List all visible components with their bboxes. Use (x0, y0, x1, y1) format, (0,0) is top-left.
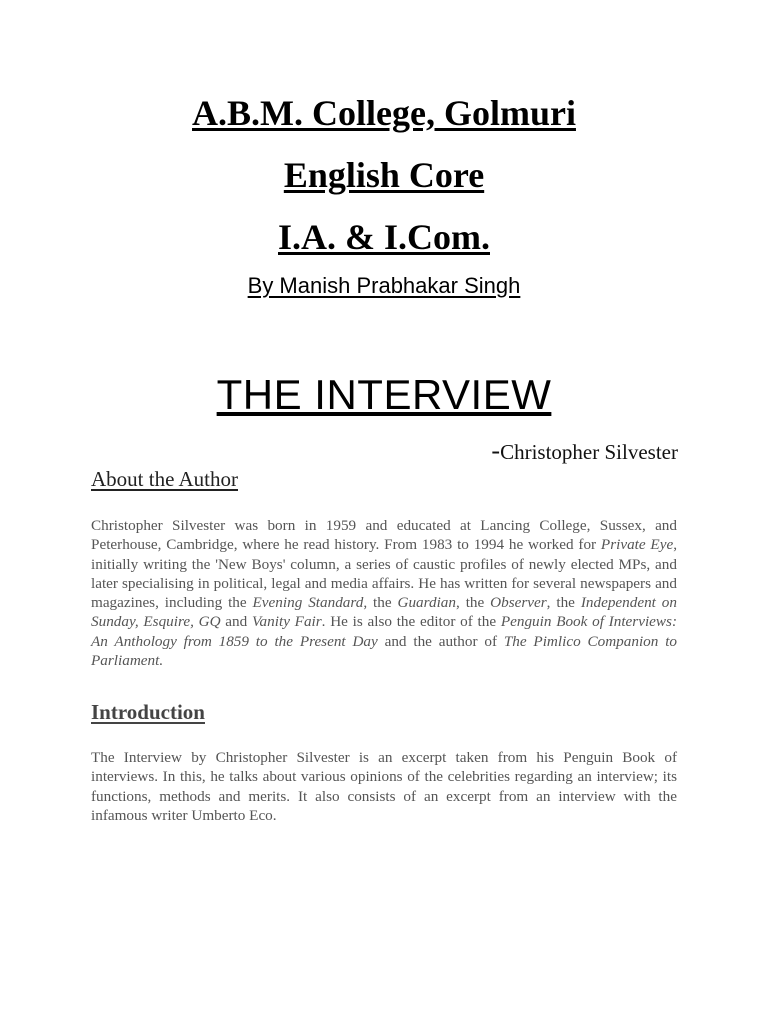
about-author-paragraph: Christopher Silvester was born in 1959 and educated at Lancing College, Sussex, and Peterhouse, Cambridge, where he read history. From 1983 to 1994 he worked for Private Eye, initially writing the 'New Boys' column, a series of caustic profiles of newly elected MPs, and later specialising in political, legal and media affairs. He has written for several newspapers and magazines, including the Evening Standard, the Guardian, the Observer, the Independent on Sunday, Esquire, GQ and Vanity Fair. He is also the editor of the Penguin Book of Interviews: An Anthology from 1859 to the Present Day and the author of The Pimlico Companion to Parliament. (91, 517, 678, 670)
about-author-heading: About the Author (91, 467, 238, 491)
introduction-heading: Introduction (91, 700, 205, 724)
introduction-paragraph: The Interview by Christopher Silvester is an excerpt taken from his Penguin Book of interviews. In this, he talks about various opinions of the celebrities regarding an interview; its functions, methods and merits. It also consists of an excerpt from an interview with the infamous writer Umberto Eco. (91, 749, 677, 824)
author-credit-name: Christopher Silvester (500, 440, 678, 464)
college-heading: A.B.M. College, Golmuri (192, 93, 576, 133)
author-credit (491, 436, 678, 466)
author-credit-dash: - (491, 436, 501, 465)
document-title: THE INTERVIEW (216, 371, 552, 418)
subject-heading: English Core (283, 155, 485, 195)
byline: By Manish Prabhakar Singh (247, 273, 521, 298)
class-heading: I.A. & I.Com. (278, 217, 490, 257)
